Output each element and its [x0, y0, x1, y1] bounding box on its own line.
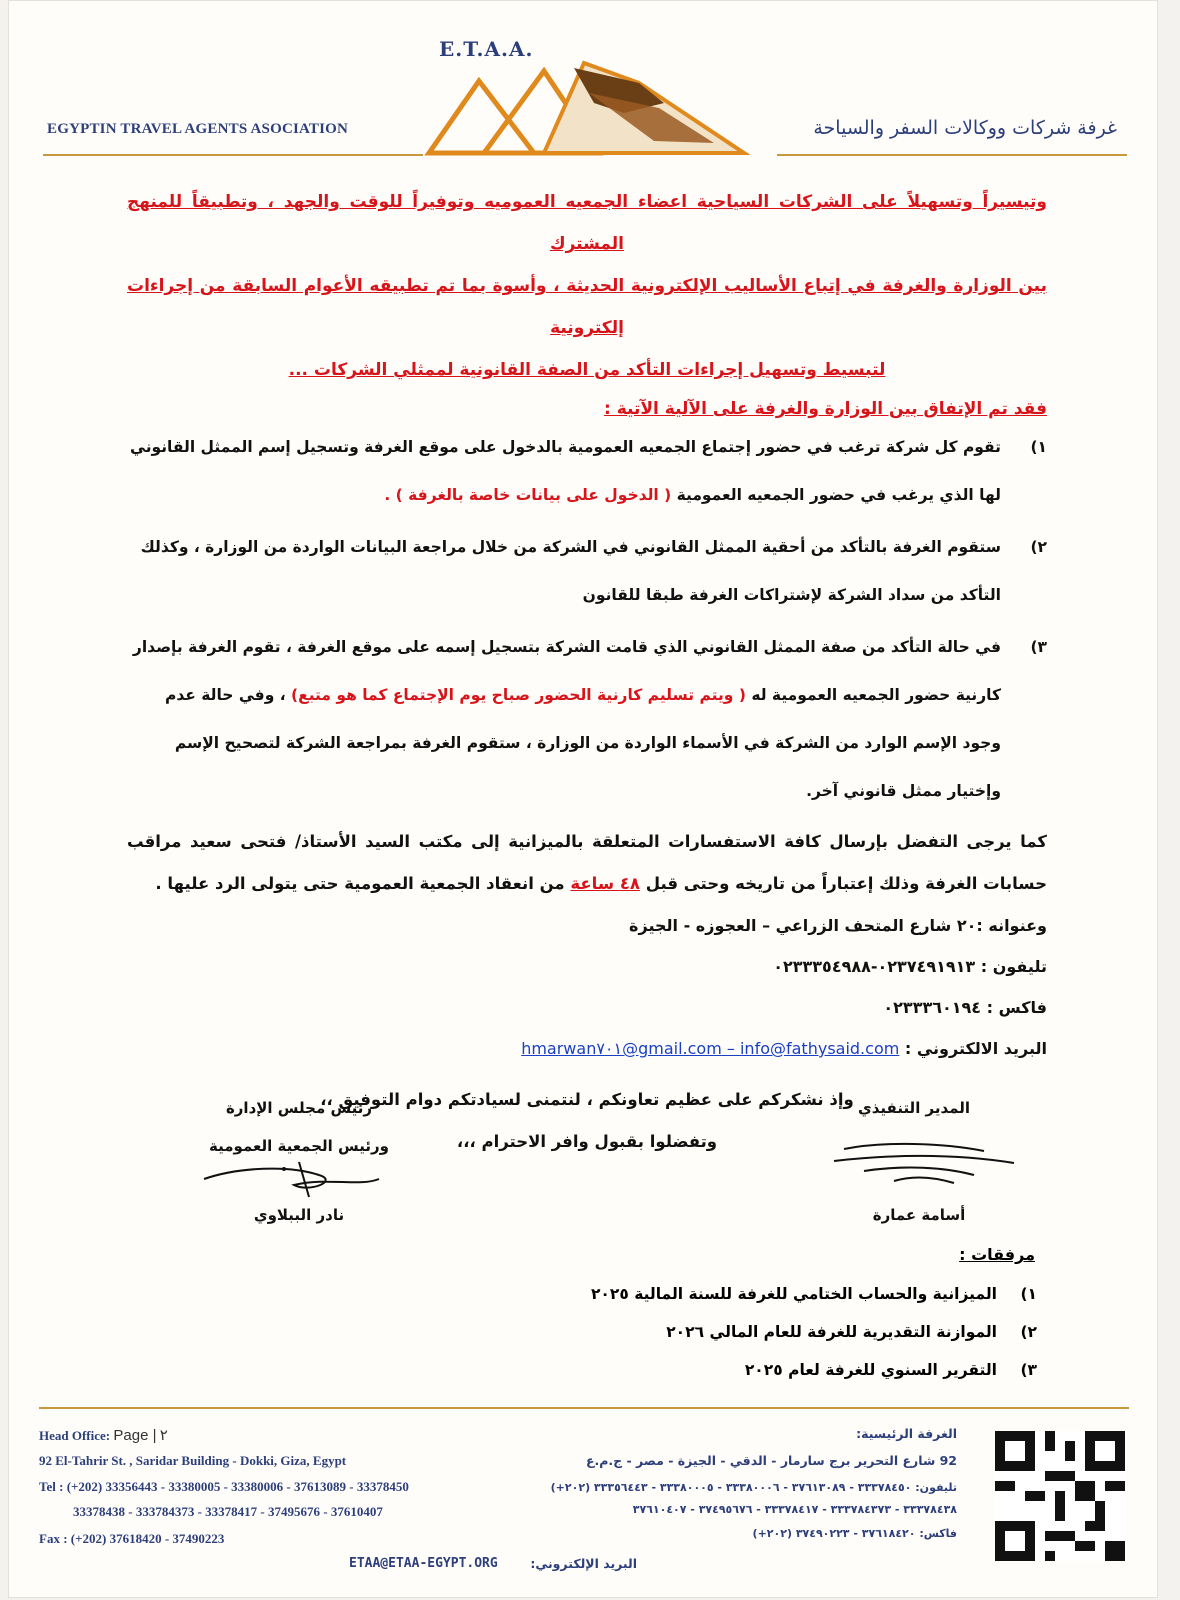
attachment-item [591, 1285, 1037, 1303]
item-number: ١) [1030, 438, 1047, 456]
footer-email-en: ETAA@ETAA-EGYPT.ORG [349, 1556, 498, 1571]
attachment-item [745, 1361, 1037, 1379]
closing-line-2: وتفضلوا بقبول وافر الاحترام ،،، [456, 1132, 718, 1151]
inquiries-paragraph [127, 821, 1047, 905]
logo-text: E.T.A.A. [439, 37, 534, 61]
intro-line-2: بين الوزارة والغرفة في إتباع الأساليب الإلكترونية الحديثة ، وأسوة بما تم تطبيقه الأعوام السابقة من إجراءات إلكترونية [127, 276, 1047, 338]
mechanism-item-3 [127, 623, 1047, 815]
fax-line [127, 987, 1047, 1028]
email-link-2[interactable]: info@fathysaid.com [739, 1039, 900, 1058]
item-text: تقوم كل شركة ترغب في حضور إجتماع الجمعيه العمومية بالدخول على موقع الغرفة وتسجيل إسم الممثل القانوني لها الذي يرغب في حضور الجمعيه العمومية [130, 438, 1001, 504]
chairman-title: رئيس مجلس الإدارة [225, 1099, 373, 1117]
chairman-name: نادر الببلاوي [253, 1206, 345, 1224]
closing-line-1: وإذ نشكركم على عظيم تعاونكم ، لنتمنى لسيادتكم دوام التوفيق ،، [320, 1090, 854, 1109]
fax-label: فاكس : [986, 998, 1047, 1017]
fax-value: ٠٢٣٣٣٦٠١٩٤ [883, 998, 982, 1017]
footer-address-ar: 92 شارع التحرير برج سارمار - الدقي - الجيزة - مصر - ج.م.ع [585, 1453, 957, 1468]
footer-divider [39, 1407, 1129, 1409]
page-number: ٢ [159, 1427, 168, 1444]
qr-code-icon [995, 1431, 1125, 1561]
footer-phone-ar-1: تليفون: ٣٣٣٧٨٤٥٠ - ٣٧٦١٣٠٨٩ - ٣٣٣٨٠٠٠٦ - ٣٣٣٨٠٠٠٥ - ٣٣٣٥٦٤٤٣ (٢٠٢+) [550, 1481, 957, 1494]
phone-line [127, 946, 1047, 987]
intro-paragraph [127, 181, 1047, 391]
email-separator: – [721, 1039, 740, 1058]
item-note: ( ويتم تسليم كارنية الحضور صباح يوم الإجتماع كما هو متبع) [291, 686, 746, 704]
attachment-number: ٣) [1020, 1361, 1037, 1379]
association-name-ar: غرفة شركات ووكالات السفر والسياحة [813, 117, 1117, 139]
head-office-label: Head Office: [39, 1428, 111, 1443]
footer-email-label-ar: البريد الإلكتروني: [530, 1556, 637, 1571]
footer-tel-2: 33378438 - 333784373 - 33378417 - 37495676 - 37610407 [73, 1504, 383, 1519]
footer-fax: Fax : (+202) 37618420 - 37490223 [39, 1531, 225, 1546]
attachment-number: ٢) [1020, 1323, 1037, 1341]
mechanism-item-1 [127, 423, 1047, 519]
mechanism-item-2 [127, 523, 1047, 619]
chairman-signature-icon [199, 1157, 389, 1202]
email-line [127, 1028, 1047, 1069]
address-line: وعنوانه :٢٠ شارع المتحف الزراعي – العجوزه - الجيزة [629, 916, 1047, 935]
assembly-title: ورئيس الجمعية العمومية [209, 1137, 389, 1155]
phone-value: ٠٢٣٧٤٩١٩١٣-٠٢٣٣٣٥٤٩٨٨ [773, 957, 976, 976]
attachment-text: الميزانية والحساب الختامي للغرفة للسنة المالية ٢٠٢٥ [590, 1285, 997, 1303]
email-link-1[interactable]: hmarwan٧٠١@gmail.com [521, 1039, 722, 1058]
executive-title: المدير التنفيذي [857, 1099, 971, 1117]
footer-hq-ar: الغرفة الرئيسية: [856, 1426, 957, 1441]
deadline-highlight: ٤٨ ساعة [570, 874, 641, 893]
item-text: في حالة التأكد من صفة الممثل القانوني الذي قامت الشركة بتسجيل إسمه على موقع الغرفة ، تقوم الغرفة بإصدار كارنية حضور الجمعيه العمومية له [132, 638, 1001, 704]
attachments-title: مرفقات : [959, 1245, 1035, 1264]
letter-page [8, 0, 1158, 1598]
item-number: ٣) [1030, 638, 1047, 656]
letter-body [127, 181, 1047, 1163]
header-divider-right [777, 154, 1127, 156]
intro-line-3: لتبسيط وتسهيل إجراءات التأكد من الصفة القانونية لممثلي الشركات ... [288, 360, 886, 380]
footer-head-office [39, 1426, 168, 1444]
footer-tel-1: Tel : (+202) 33356443 - 33380005 - 33380006 - 37613089 - 33378450 [39, 1479, 409, 1494]
agreement-heading: فقد تم الإتفاق بين الوزارة والغرفة على الآلية الآتية : [604, 399, 1047, 419]
attachment-text: التقرير السنوي للغرفة لعام ٢٠٢٥ [744, 1361, 997, 1379]
attachment-number: ١) [1020, 1285, 1037, 1303]
inquiries-text: كما يرجى التفضل بإرسال كافة الاستفسارات المتعلقة بالميزانية إلى مكتب السيد الأستاذ/ فتحى سعيد مراقب حسابات الغرفة وذلك إعتباراً من تاريخه وحتى قبل [127, 832, 1047, 893]
phone-label: تليفون : [980, 957, 1047, 976]
intro-line-1: وتيسيراً وتسهيلاً على الشركات السياحية اعضاء الجمعيه العموميه وتوفيراً للوقت والجهد ، وتطبيقاً للمنهج المشترك [127, 192, 1047, 254]
item-note: ( الدخول على بيانات خاصة بالغرفة ) . [384, 486, 672, 504]
item-text: ستقوم الغرفة بالتأكد من أحقية الممثل القانوني في الشركة من خلال مراجعة البيانات الواردة من الوزارة ، وكذلك التأكد من سداد الشركة لإشتراكات الغرفة طبقا للقانون [140, 538, 1001, 604]
page-label: Page | [113, 1427, 157, 1444]
email-label: البريد الالكتروني : [904, 1039, 1047, 1058]
email-links [521, 1039, 899, 1058]
footer-phone-ar-2: ٣٣٣٧٨٤٣٨ - ٣٣٣٧٨٤٣٧٣ - ٣٣٣٧٨٤١٧ - ٣٧٤٩٥٦٧٦ - ٣٧٦١٠٤٠٧ [632, 1503, 957, 1516]
executive-name: أسامة عمارة [872, 1206, 966, 1224]
footer-fax-ar: فاكس: ٣٧٦١٨٤٢٠ - ٣٧٤٩٠٢٢٣ (٢٠٢+) [752, 1527, 957, 1540]
header-divider-left [43, 154, 423, 156]
item-number: ٢) [1030, 538, 1047, 556]
attachment-text: الموازنة التقديرية للغرفة للعام المالي ٢٠٢٦ [666, 1323, 997, 1341]
footer-address-en: 92 El-Tahrir St. , Saridar Building - Dokki, Giza, Egypt [39, 1453, 347, 1468]
chairman-signature-block [189, 1089, 409, 1165]
executive-signature-icon [824, 1131, 1024, 1191]
association-name-en: EGYPTIN TRAVEL AGENTS ASOCIATION [47, 121, 349, 137]
pyramid-logo-icon [424, 53, 754, 158]
item-text-cont: ، وفي حالة عدم وجود الإسم الوارد من الشركة في الأسماء الواردة من الوزارة ، ستقوم الغرفة بمراجعة الشركة لتصحيح الإسم وإختيار ممثل قانوني آخر. [164, 686, 1001, 800]
inquiries-text-cont: من انعقاد الجمعية العمومية حتى يتولى الرد عليها . [155, 874, 565, 893]
attachment-item [666, 1323, 1037, 1341]
